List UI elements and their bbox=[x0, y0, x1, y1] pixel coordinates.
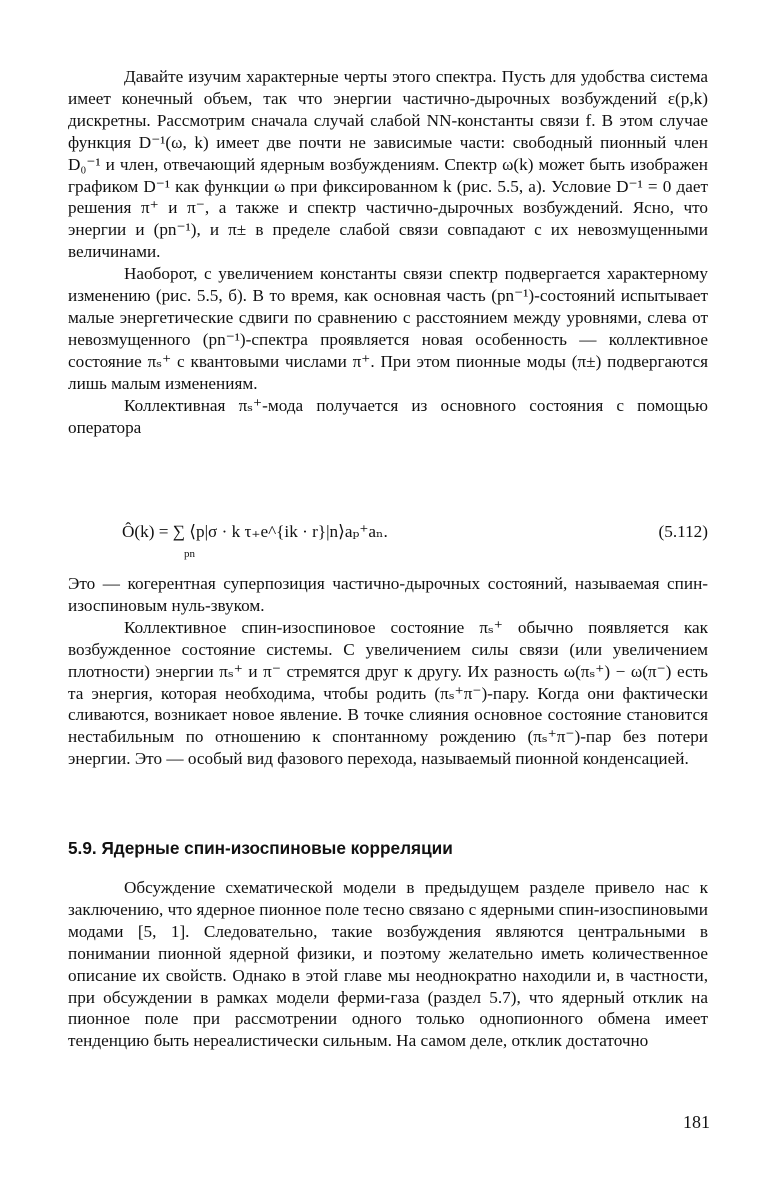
paragraph: Обсуждение схематической модели в предыдущем разделе привело нас к заключению, что ядерное пионное поле тесно связано с ядерными спин-изоспиновыми модами [5, 1]. Следовательно, такие возбуждения являются центральными в понимании пионной ядерной физики, и поэтому желательно иметь количественное описание их свойств. Однако в этой главе мы неоднократно находили и, в частности, при обсуждении в рамках модели ферми-газа (раздел 5.7), что ядерный отклик на пионное поле при рассмотрении одного только однопионного обмена имеет тенденцию быть нереалистически сильным. На самом деле, отклик достаточно bbox=[68, 878, 708, 1051]
paragraph: Давайте изучим характерные черты этого спектра. Пусть для удобства система имеет конечный объем, так что энергии частично-дырочных возбуждений ε(p,k) дискретны. Рассмотрим сначала случай слабой NN-константы связи f. В этом случае функция D⁻¹(ω, k) имеет две почти не зависимые части: свободный пионный член D₀⁻¹ и член, отвечающий ядерным возбуждениям. Спектр ω(k) может быть изображен графиком D⁻¹ как функции ω при фиксированном k (рис. 5.5, а). Условие D⁻¹ = 0 дает решения π⁺ и π⁻, а также и спектр частично-дырочных возбуждений. Ясно, что энергии и (pn⁻¹), и π± в пределе слабой связи совпадают с их невозмущенными величинами. bbox=[68, 67, 708, 262]
paragraph: Коллективное спин-изоспиновое состояние πₛ⁺ обычно появляется как возбужденное состояние системы. С увеличением силы связи (или увеличением плотности) энергии πₛ⁺ и π⁻ стремятся друг к другу. Их разность ω(πₛ⁺) − ω(π⁻) есть та энергия, которая необходима, чтобы родить (πₛ⁺π⁻)-пару. Когда они фактически сливаются, возникает новое явление. В точке слияния основное состояние становится нестабильным по отношению к спонтанному рождению (πₛ⁺π⁻)-пар без потери энергии. Это — особый вид фазового перехода, называемый пионной конденсацией. bbox=[68, 617, 708, 769]
paragraph: Коллективная πₛ⁺-мода получается из основного состояния с помощью оператора bbox=[68, 395, 708, 437]
text-block-2 bbox=[68, 573, 708, 770]
section-heading: 5.9. Ядерные спин-изоспиновые корреляции bbox=[68, 838, 453, 858]
page-number: 181 bbox=[683, 1112, 710, 1132]
text-block-1 bbox=[68, 66, 708, 438]
paragraph: Наоборот, с увеличением константы связи спектр подвергается характерному изменению (рис. 5.5, б). В то время, как основная часть (pn⁻¹)-состояний испытывает малые энергетические сдвиги по сравнению с расстоянием между уровнями, слева от невозмущенного (pn⁻¹)-спектра проявляется новая особенность — коллективное состояние πₛ⁺ с квантовыми числами π⁺. При этом пионные моды (π±) подвергаются лишь малым изменениям. bbox=[68, 264, 708, 393]
equation-text: Ô(k) = ∑ ⟨p|σ · k τ₊e^{ik · r}|n⟩aₚ⁺aₙ. bbox=[122, 522, 388, 541]
equation-subscript: pn bbox=[184, 548, 195, 560]
equation-number: (5.112) bbox=[658, 522, 708, 541]
text-block-3 bbox=[68, 877, 708, 1052]
paragraph: Это — когерентная суперпозиция частично-дырочных состояний, называемая спин-изоспиновым нуль-звуком. bbox=[68, 574, 708, 615]
